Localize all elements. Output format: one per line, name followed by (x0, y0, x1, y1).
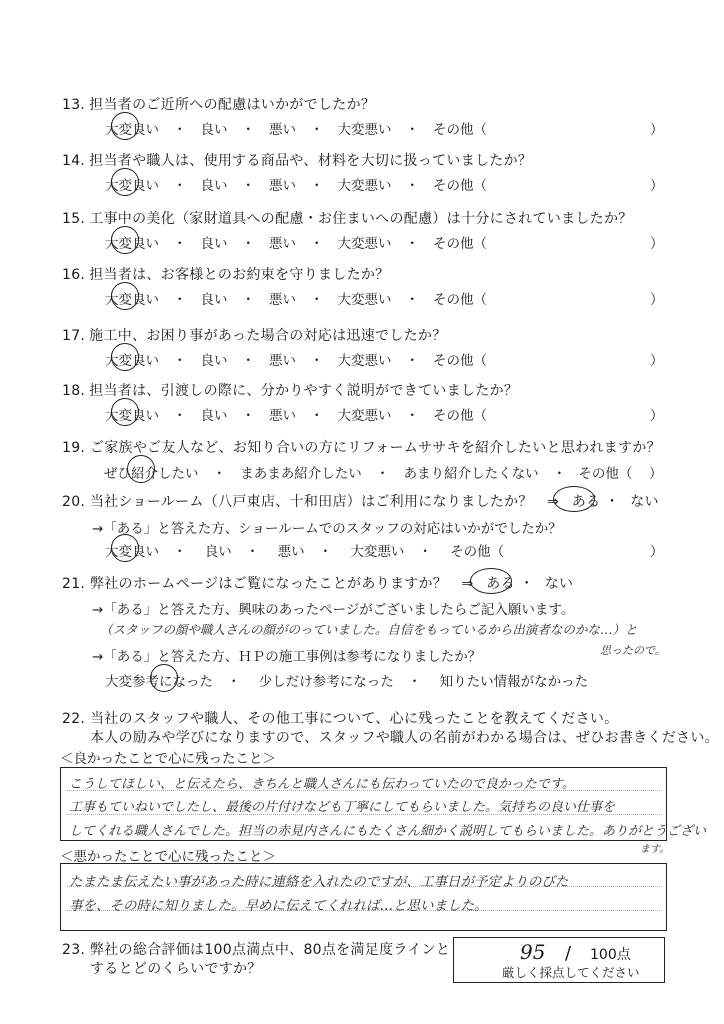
option-other[interactable]: その他（ (433, 178, 487, 194)
close-paren: ） (650, 292, 664, 308)
option-very-good[interactable]: 大変良い (105, 122, 159, 138)
answer-yes[interactable]: ある (486, 576, 515, 592)
answer-no[interactable]: ない (630, 494, 659, 510)
question-21: 21. 弊社のホームページはご覧になったことがありますか？ ⇒ ある ・ ない (62, 576, 574, 592)
option-not-helpful[interactable]: 知りたい情報がなかった (439, 674, 589, 690)
bad-comment-line: たまたま伝えたい事があった時に連絡を入れたのですが、工事日が予定よりのびた (69, 874, 569, 890)
selection-circle (111, 343, 139, 371)
rating-options: 大変良い ・ 良い ・ 悪い ・ 大変悪い ・ その他（ ） (105, 288, 665, 308)
option-very-good[interactable]: 大変良い (105, 178, 159, 194)
option-very-good[interactable]: 大変良い (105, 292, 159, 308)
selection-circle (553, 486, 595, 512)
question-16 (62, 264, 389, 284)
option-very-bad[interactable]: 大変悪い (337, 353, 392, 369)
option-very-bad[interactable]: 大変悪い (337, 236, 392, 252)
question-text: 担当者や職人は、使用する商品や、材料を大切に扱っていましたか？ (89, 153, 533, 169)
option-other[interactable]: その他（ (433, 408, 487, 424)
good-comments-label: ＜良かったことで心に残ったこと＞ (60, 751, 276, 767)
rating-options: 大変良い ・ 良い ・ 悪い ・ 大変悪い ・ その他（ ） (105, 349, 665, 369)
option-very-bad[interactable]: 大変悪い (337, 292, 392, 308)
question-text: 担当者は、お客様とのお約束を守りましたか？ (89, 267, 390, 283)
question-number: 16. (62, 267, 86, 283)
selection-circle (111, 534, 139, 562)
option-bad[interactable]: 悪い (269, 178, 296, 194)
question-text: 担当者は、引渡しの際に、分かりやすく説明ができていましたか？ (89, 383, 519, 399)
question-number: 17. (62, 328, 86, 344)
option-bad[interactable]: 悪い (269, 353, 296, 369)
selection-circle (111, 398, 139, 426)
option-other[interactable]: その他（ (433, 353, 487, 369)
question-18 (62, 380, 518, 400)
option-definitely-recommend[interactable]: ぜひ紹介したい (104, 466, 199, 482)
option-other[interactable]: その他（ (433, 122, 487, 138)
close-paren: ） (649, 466, 663, 482)
option-good[interactable]: 良い (200, 408, 228, 424)
bad-comments-box[interactable] (60, 863, 667, 931)
close-paren: ） (650, 408, 664, 424)
close-paren: ） (650, 236, 664, 252)
question-text: 担当者のご近所への配慮はいかがでしたか？ (89, 97, 376, 113)
bad-comments-label: ＜悪かったことで心に残ったこと＞ (60, 849, 276, 865)
question-number: 19. (62, 440, 86, 456)
option-bad[interactable]: 悪い (269, 236, 296, 252)
question-13 (62, 94, 375, 114)
good-comment-line: してくれる職人さんでした。担当の赤見内さんにもたくさん細かく説明してもらいました。ありがとうござい (69, 824, 707, 839)
good-comment-line: 工事もていねいでしたし、最後の片付けなども丁寧にしてもらいました。気持ちの良い仕事を (69, 800, 616, 815)
option-good[interactable]: 良い (200, 178, 228, 194)
score-slash: / (565, 943, 572, 964)
question-number: 14. (62, 153, 86, 169)
question-number: 22. (62, 711, 86, 727)
question-number: 21. (62, 576, 86, 592)
question-text: 施工中、お困り事があった場合の対応は迅速でしたか？ (89, 328, 447, 344)
option-other[interactable]: その他（ (433, 292, 487, 308)
good-comments-box[interactable] (60, 767, 707, 841)
score-value: 95 (520, 940, 546, 964)
rating-options: 大変良い ・ 良い ・ 悪い ・ 大変悪い ・ その他（ ） (105, 232, 665, 252)
close-paren: ） (650, 544, 664, 560)
question-23-cont: するとどのくらいですか？ (90, 961, 262, 977)
question-number: 15. (62, 211, 86, 227)
q19-options: ぜひ紹介したい ・ まあまあ紹介したい ・ あまり紹介したくない ・ その他（ ） (104, 462, 664, 482)
rating-options: 大変良い ・ 良い ・ 悪い ・ 大変悪い ・ その他（ ） (105, 174, 665, 194)
option-very-bad[interactable]: 大変悪い (337, 122, 392, 138)
question-text: 弊社の総合評価は100点満点中、80点を満足度ラインと (89, 942, 451, 958)
option-bad[interactable]: 悪い (277, 544, 305, 560)
selection-circle (111, 282, 139, 310)
option-very-bad[interactable]: 大変悪い (337, 178, 392, 194)
question-number: 18. (62, 383, 86, 399)
question-number: 13. (62, 97, 86, 113)
answer-yes[interactable]: ある (571, 494, 601, 510)
q21-options: 大変参考になった ・ 少しだけ参考になった ・ 知りたい情報がなかった (105, 674, 589, 690)
question-17 (62, 325, 447, 345)
question-19 (62, 437, 661, 457)
option-good[interactable]: 良い (200, 122, 228, 138)
close-paren: ） (650, 178, 664, 194)
score-max: 100点 (590, 947, 631, 963)
selection-circle (111, 226, 139, 254)
question-text: 当社ショールーム（八戸東店、十和田店）はご利用になりましたか？ ⇒ (89, 494, 560, 510)
good-comment-line: こうしてほしい、と伝えたら、きちんと職人さんにも伝わっていたので良かったです。 (69, 777, 575, 792)
selection-circle (111, 112, 139, 140)
option-very-good[interactable]: 大変良い (105, 353, 159, 369)
option-good[interactable]: 良い (200, 236, 228, 252)
option-somewhat-helpful[interactable]: 少しだけ参考になった (258, 674, 394, 690)
bad-comment-line: 事を、その時に知りました。早めに伝えてくれれば…と思いました。 (69, 898, 488, 914)
handwritten-answer: （スタッフの顔や職人さんの顔がのっていました。自信をもっているから出演者なのかな…）と (100, 622, 638, 637)
option-other[interactable]: その他（ (433, 236, 487, 252)
q20-rating-options: 大変良い ・ 良い ・ 悪い ・ 大変悪い ・ その他（ ） (105, 540, 665, 560)
option-good[interactable]: 良い (204, 544, 232, 560)
option-not-really-recommend[interactable]: あまり紹介したくない (403, 466, 539, 482)
option-somewhat-recommend[interactable]: まあまあ紹介したい (240, 466, 362, 482)
handwritten-answer-cont: 思ったので。 (600, 644, 666, 657)
selection-circle (111, 168, 139, 196)
option-other[interactable]: その他（ (578, 466, 633, 482)
question-22 (62, 708, 618, 728)
score-box[interactable] (453, 937, 665, 983)
option-good[interactable]: 良い (200, 292, 228, 308)
question-15 (62, 208, 633, 228)
option-very-bad[interactable]: 大変悪い (350, 544, 405, 560)
selection-circle (150, 664, 178, 692)
option-good[interactable]: 良い (200, 353, 228, 369)
option-bad[interactable]: 悪い (269, 292, 296, 308)
question-20: 20. 当社ショールーム（八戸東店、十和田店）はご利用になりましたか？ ⇒ ある ・ ない (62, 494, 659, 510)
option-very-good[interactable]: 大変良い (105, 236, 159, 252)
question-23 (62, 939, 450, 959)
q20-followup: →「ある」と答えた方、ショールームでのスタッフの対応はいかがでしたか？ (92, 521, 562, 537)
good-comment-overflow: ます。 (640, 844, 670, 855)
option-very-helpful[interactable]: 大変参考になった (105, 674, 213, 690)
option-bad[interactable]: 悪い (269, 122, 296, 138)
question-text: ご家族やご友人など、お知り合いの方にリフォームササキを紹介したいと思われますか？ (89, 440, 661, 456)
score-note: 厳しく採点してください (502, 965, 640, 980)
option-very-good[interactable]: 大変良い (105, 544, 159, 560)
q21-followup-pages: →「ある」と答えた方、興味のあったページがございましたらご記入願います。 (92, 602, 575, 618)
close-paren: ） (650, 353, 664, 369)
option-bad[interactable]: 悪い (269, 408, 296, 424)
selection-circle (470, 568, 512, 594)
rating-options: 大変良い ・ 良い ・ 悪い ・ 大変悪い ・ その他（ ） (105, 404, 665, 424)
answer-no[interactable]: ない (544, 576, 574, 592)
option-other[interactable]: その他（ (450, 544, 505, 560)
option-very-bad[interactable]: 大変悪い (337, 408, 392, 424)
question-text: 工事中の美化（家財道具への配慮・お住まいへの配慮）は十分にされていましたか？ (89, 211, 633, 227)
close-paren: ） (650, 122, 664, 138)
q21-followup-examples: →「ある」と答えた方、ＨＰの施工事例は参考になりましたか？ (92, 649, 482, 665)
question-text: 当社のスタッフや職人、その他工事について、心に残ったことを教えてください。 (89, 711, 619, 727)
question-text: 弊社のホームページはご覧になったことがありますか？ ⇒ (89, 576, 474, 592)
selection-circle (127, 455, 155, 483)
rating-options: 大変良い ・ 良い ・ 悪い ・ 大変悪い ・ その他（ ） (105, 118, 665, 138)
option-very-good[interactable]: 大変良い (105, 408, 159, 424)
question-number: 20. (62, 494, 86, 510)
question-14 (62, 150, 532, 170)
question-number: 23. (62, 942, 86, 958)
question-22-note: 本人の励みや学びになりますので、スタッフや職人の名前がわかる場合は、ぜひお書きください。 (90, 730, 719, 746)
